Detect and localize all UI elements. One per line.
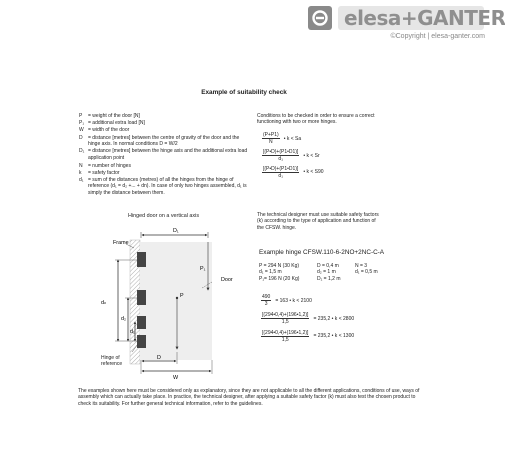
example-calcs <box>261 294 461 347</box>
fraction <box>261 312 309 326</box>
fraction-denominator: N <box>269 139 273 146</box>
param-cell: D = 0,4 m <box>317 263 339 269</box>
definition-item <box>79 120 251 126</box>
definition-symbol: W <box>79 127 84 133</box>
formula-rhs: = 235,2 • k < 1300 <box>313 333 355 340</box>
label-p: P <box>180 293 184 299</box>
example-params <box>259 263 459 282</box>
designer-note: The technical designer must use suitable safety factors (k) according to the type of application and function of the CFSW. hinge. <box>257 212 379 231</box>
formula-rhs: = 235,2 • k < 2800 <box>313 315 355 322</box>
fraction <box>262 166 299 180</box>
formula-rhs: • k < Sa <box>283 135 302 142</box>
param-cell: D₁ = 1,2 m <box>317 275 341 282</box>
hinge-lower <box>137 316 146 329</box>
definition-symbol: P₁ <box>79 120 85 126</box>
definition-text: = distance [metres] between the hinge axis and the additional extra load application point <box>88 148 248 161</box>
definition-text: = distance [metres] between the centre of gravity of the door and the hinge axis. In normal conditions D = W/2 <box>88 135 240 148</box>
copyright-text: ©Copyright | elesa-ganter.com <box>390 33 485 40</box>
param-cell: P₁= 196 N (20 Kg) <box>259 275 300 282</box>
definition-text: = weight of the door [N] <box>88 113 140 119</box>
formula-row <box>262 149 402 163</box>
fraction-denominator: 1,5 <box>281 319 289 326</box>
label-w: W <box>173 375 179 381</box>
formula-rhs: • k < S90 <box>303 169 324 176</box>
definition-item <box>79 148 251 161</box>
param-cell: N = 3 <box>355 263 368 269</box>
label-p1: P₁ <box>200 266 206 272</box>
hinge-middle <box>137 290 146 305</box>
formula-row <box>262 166 402 180</box>
definition-symbol: d₁ <box>79 176 84 183</box>
definition-item <box>79 135 251 148</box>
formula-row <box>262 132 402 146</box>
fraction-numerator: [(P•D)+(P1•D1)] <box>263 165 299 172</box>
definition-symbol: D <box>79 135 83 141</box>
definition-item <box>79 170 251 176</box>
label-d1-top: D₁ <box>173 228 179 234</box>
definition-symbol: k <box>79 169 82 176</box>
fraction <box>261 294 271 308</box>
param-row <box>259 276 459 282</box>
formula-rhs: = 163 • k < 2100 <box>275 297 312 304</box>
fraction-numerator: 490 <box>262 294 271 300</box>
fraction-numerator: [(294•0,4)+(196•1,2)] <box>262 311 309 318</box>
definition-text: = width of the door <box>88 127 130 133</box>
param-cell: d₁ = 0,5 m <box>355 269 378 276</box>
label-hinge-reference: Hinge of reference <box>101 355 123 368</box>
fraction-denominator: d₁ <box>278 173 283 180</box>
label-d2: d₂ <box>121 316 127 322</box>
fraction-denominator: 3 <box>264 301 268 308</box>
param-cell: P = 294 N (30 Kg) <box>259 263 300 269</box>
brand-name: elesa+GANTER <box>344 6 505 30</box>
definition-symbol: N <box>79 162 83 169</box>
param-cell <box>355 276 395 282</box>
conditions-formulas <box>262 132 402 182</box>
definition-item <box>79 177 251 196</box>
definition-text: = additional extra load [N] <box>88 120 145 126</box>
page-title: Example of suitability check <box>201 89 287 96</box>
definition-item <box>79 113 251 119</box>
definition-text: = sum of the distances (metres) of all the hinges from the hinge of reference (d₁ = d₂ +... + dn). In case of only two hinges assembled, d₁ is simply the distance between them. <box>88 176 247 196</box>
definition-text: = safety factor <box>88 169 120 176</box>
footer-note: The examples shown here must be considered only as explanatory, since they are not applicable to all the different applications, conditions of use, ways of assembly which can actually take place. In practice, the technical designer, after applying a suitable safety factor (k) must also test the chosen product to check its suitability. For further general technical information, refer to the guidelines. <box>78 388 420 407</box>
definition-symbol: D₁ <box>79 148 85 155</box>
formula-rhs: • k < Sr <box>303 152 320 159</box>
definition-symbol: P <box>79 113 83 119</box>
brand-logo-icon <box>308 6 332 30</box>
formula-row <box>261 294 461 308</box>
label-dn: dₙ <box>101 300 107 306</box>
label-d1: d₁ <box>130 329 135 335</box>
example-heading: Example hinge CFSW.110-6-2NO+2NC-C-A <box>259 249 385 256</box>
formula-row <box>261 312 461 326</box>
hinge-reference <box>137 335 146 348</box>
diagram-caption: Hinged door on a vertical axis <box>128 213 200 219</box>
param-cell: d₂ = 1 m <box>317 269 336 276</box>
param-cell: d₁ = 1,5 m <box>259 269 282 276</box>
fraction <box>261 330 309 344</box>
definition-item <box>79 163 251 169</box>
logo-mark-icon <box>308 6 332 30</box>
brand-banner <box>338 6 505 30</box>
conditions-intro: Conditions to be checked in order to ensure a correct functioning with two or more hinges. <box>257 113 375 126</box>
label-door: Door <box>221 277 233 283</box>
label-d: D <box>157 355 161 361</box>
definition-text: = number of hinges <box>88 162 131 169</box>
fraction-numerator: (P+P1) <box>263 132 279 138</box>
fraction-denominator: 1,5 <box>281 337 289 344</box>
definitions-list <box>79 113 251 197</box>
fraction-numerator: [(294•0,4)+(196•1,2)] <box>262 329 309 336</box>
definition-item <box>79 127 251 133</box>
formula-row <box>261 330 461 344</box>
hinge-top <box>137 252 146 267</box>
fraction-denominator: d₁ <box>278 156 283 163</box>
fraction <box>262 149 299 163</box>
fraction-numerator: [(P•D)+(P1•D1)] <box>263 148 299 155</box>
fraction <box>262 132 280 146</box>
door-panel <box>140 242 212 360</box>
label-frame: Frame <box>113 240 129 246</box>
